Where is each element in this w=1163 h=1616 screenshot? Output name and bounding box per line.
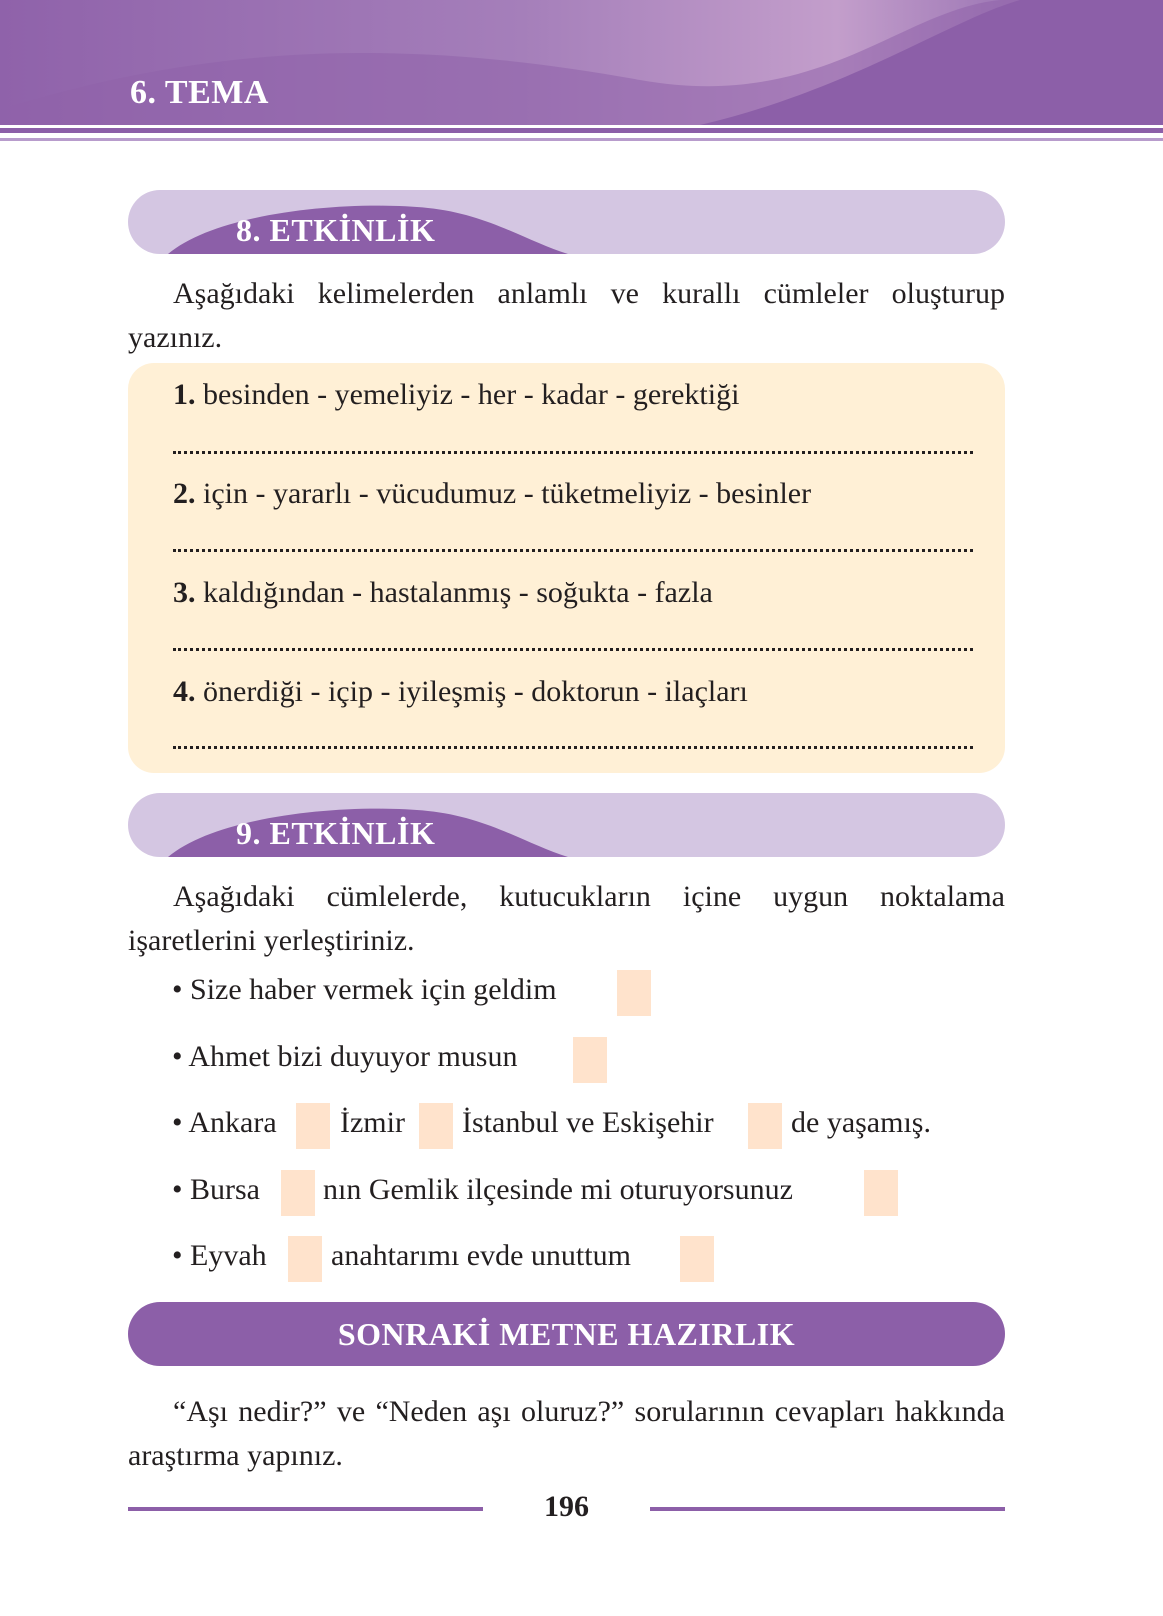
- next-text-banner: SONRAKİ METNE HAZIRLIK: [128, 1302, 1005, 1366]
- answer-line[interactable]: [173, 549, 973, 552]
- activity-9-title: 9. ETKİNLİK: [236, 815, 436, 851]
- page-number: 196: [544, 1490, 589, 1523]
- activity-8-title: 8. ETKİNLİK: [236, 212, 436, 248]
- punctuation-box[interactable]: [288, 1236, 322, 1282]
- sentence-3-part-4: de yaşamış.: [791, 1106, 931, 1139]
- next-text-instruction: “Aşı nedir?” ve “Neden aşı oluruz?” sorularının cevapları hakkında araştırma yapınız.: [128, 1395, 1005, 1472]
- item-words: besinden - yemeliyiz - her - kadar - gerektiği: [203, 378, 740, 411]
- answer-line[interactable]: [173, 746, 973, 749]
- item-number: 3.: [173, 576, 196, 609]
- activity-8-instruction: Aşağıdaki kelimelerden anlamlı ve kurallı cümleler oluşturup yazınız.: [128, 277, 1005, 354]
- activity-9-instruction: Aşağıdaki cümlelerde, kutucukların içine uygun noktalama işaretlerini yerleştiriniz.: [128, 880, 1005, 957]
- punctuation-box[interactable]: [296, 1103, 330, 1149]
- exercise-item: [173, 377, 739, 413]
- sentence-4-part-2: nın Gemlik ilçesinde mi oturuyorsunuz: [323, 1173, 793, 1206]
- item-number: 2.: [173, 477, 196, 510]
- theme-title: 6. TEMA: [130, 74, 269, 111]
- exercise-item: [173, 575, 713, 611]
- sentence-5-part-2: anahtarımı evde unuttum: [331, 1239, 631, 1272]
- answer-line[interactable]: [173, 451, 973, 454]
- sentence-4-part-1: • Bursa: [172, 1173, 260, 1206]
- punctuation-box[interactable]: [573, 1037, 607, 1083]
- sentence-3-part-1: • Ankara: [172, 1106, 277, 1139]
- page-header: [0, 0, 1163, 150]
- activity-8-banner: [128, 190, 1005, 254]
- exercise-box: [128, 363, 1005, 773]
- activity-9-banner: [128, 793, 1005, 857]
- answer-line[interactable]: [173, 648, 973, 651]
- sentence-3-part-2: İzmir: [340, 1106, 405, 1139]
- item-number: 1.: [173, 378, 196, 411]
- punctuation-box[interactable]: [748, 1103, 782, 1149]
- exercise-item: [173, 674, 748, 710]
- footer-line-left: [128, 1507, 483, 1511]
- sentence-3-part-3: İstanbul ve Eskişehir: [462, 1106, 714, 1139]
- item-number: 4.: [173, 675, 196, 708]
- item-words: önerdiği - içip - iyileşmiş - doktorun - ilaçları: [203, 675, 748, 708]
- sentence-1: • Size haber vermek için geldim: [172, 973, 557, 1006]
- item-words: için - yararlı - vücudumuz - tüketmeliyiz - besinler: [203, 477, 812, 510]
- punctuation-box[interactable]: [864, 1170, 898, 1216]
- sentence-2: • Ahmet bizi duyuyor musun: [172, 1040, 518, 1073]
- punctuation-box[interactable]: [419, 1103, 453, 1149]
- item-words: kaldığından - hastalanmış - soğukta - fazla: [203, 576, 713, 609]
- punctuation-box[interactable]: [281, 1170, 315, 1216]
- punctuation-box[interactable]: [680, 1236, 714, 1282]
- sentence-5-part-1: • Eyvah: [172, 1239, 267, 1272]
- exercise-item: [173, 476, 811, 512]
- punctuation-box[interactable]: [617, 970, 651, 1016]
- footer-line-right: [650, 1507, 1005, 1511]
